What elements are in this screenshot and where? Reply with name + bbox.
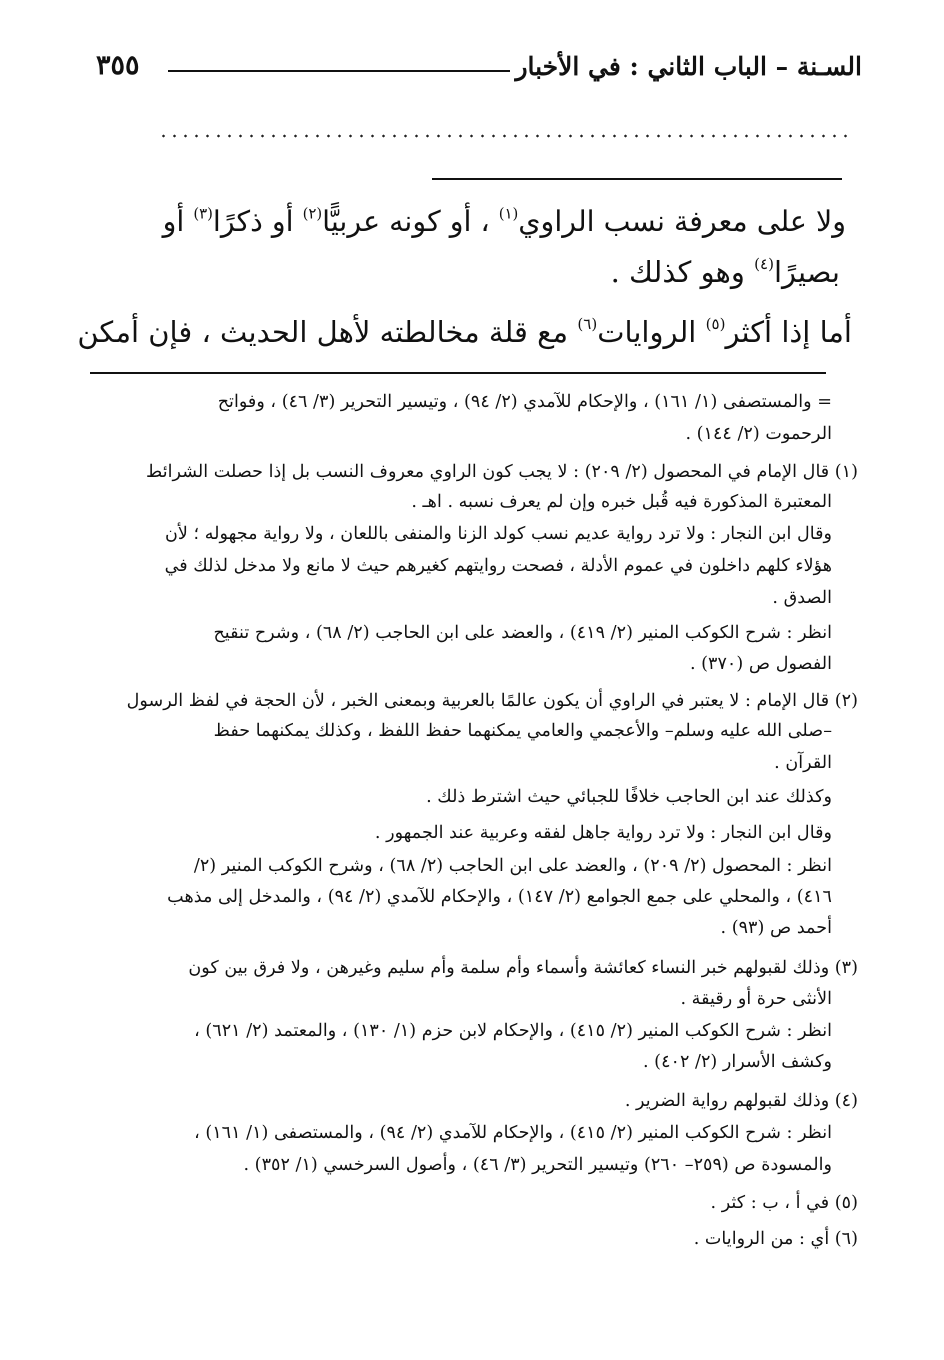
footnote-line: وقال ابن النجار : ولا ترد رواية جاهل لفقه وعربية عند الجمهور . <box>374 823 832 843</box>
footnote-line: والمسودة ص (٢٥٩– ٢٦٠) وتيسير التحرير (٣/ ٤٦) ، وأصول السرخسي (١/ ٣٥٢) . <box>243 1155 832 1175</box>
footnote-line: القرآن . <box>774 753 832 773</box>
main-text: بصيرًا <box>773 255 840 289</box>
main-text-line-1 <box>163 205 846 239</box>
main-text: أو <box>162 205 194 238</box>
footnote-line: انظر : شرح الكوكب المنير (٢/ ٤١٩) ، والعضد على ابن الحاجب (٢/ ٦٨) ، وشرح تنقيح <box>213 623 832 643</box>
main-text: ، أو كونه عربيًّا <box>322 205 499 238</box>
main-text: ولا على معرفة نسب الراوي <box>518 205 846 238</box>
footnote-line: انظر : شرح الكوكب المنير (٢/ ٤١٥) ، والإحكام لابن حزم (١/ ١٣٠) ، والمعتمد (٢/ ٦٢١) ، <box>194 1021 832 1041</box>
footnote-line: وقال ابن النجار : ولا ترد رواية عديم نسب كولد الزنا والمنفى باللعان ، ولا رواية مجهوله ؛ لأن <box>165 524 832 544</box>
footnote-line: (١) قال الإمام في المحصول (٢/ ٢٠٩) : لا يجب كون الراوي معروف النسب بل إذا حصلت الشرائط <box>146 462 858 482</box>
footnote-line: ٤١٦) ، والمحلي على جمع الجوامع (٢/ ١٤٧) ، والإحكام للآمدي (٢/ ٩٤) ، والمدخل إلى مذهب <box>167 887 832 907</box>
footnote-ref-2[interactable]: (٢) <box>302 205 323 223</box>
section-rule <box>432 178 842 180</box>
footnote-line: –صلى الله عليه وسلم– والأعجمي والعامي يمكنهما حفظ اللفظ ، وكذلك يمكنهما حفظ <box>213 721 832 741</box>
header-rule <box>168 70 510 72</box>
main-text: مع قلة مخالطته لأهل الحديث ، فإن أمكن <box>77 315 578 349</box>
footnote-line: (٦) أي : من الروايات . <box>693 1229 858 1249</box>
footnote-ref-5[interactable]: (٥) <box>705 315 726 334</box>
footnote-line: (٣) وذلك لقبولهم خبر النساء كعائشة وأسماء وأم سلمة وأم سليم وغيرهن ، ولا فرق بين كون <box>188 958 858 978</box>
footnote-line: انظر : شرح الكوكب المنير (٢/ ٤١٥) ، والإحكام للآمدي (٢/ ٩٤) ، والمستصفى (١/ ١٦١) ، <box>194 1123 832 1143</box>
footnote-line: انظر : المحصول (٢/ ٢٠٩) ، والعضد على ابن الحاجب (٢/ ٦٨) ، وشرح الكوكب المنير (٢/ <box>193 856 832 876</box>
footnote-line: هؤلاء كلهم داخلون في عموم الأدلة ، فصحت روايتهم كغيرهم حيث لا مانع ولا مدخل لذلك في <box>164 556 832 576</box>
footnote-line: (٢) قال الإمام : لا يعتبر في الراوي أن يكون عالمًا بالعربية وبمعنى الخبر ، لأن الحجة في لفظ الرسول <box>126 691 858 711</box>
main-text-line-2 <box>611 255 840 290</box>
ellipsis-separator <box>158 134 848 138</box>
main-text: الروايات <box>597 315 706 349</box>
footnote-line: وكشف الأسرار (٢/ ٤٠٢) . <box>643 1052 832 1072</box>
footnote-line: (٤) وذلك لقبولهم رواية الضرير . <box>624 1091 858 1111</box>
page-number: ٣٥٥ <box>96 50 140 81</box>
main-text: أما إذا أكثر <box>725 315 852 349</box>
footnote-separator-rule <box>90 372 826 374</box>
footnote-ref-3[interactable]: (٣) <box>193 205 213 223</box>
footnote-ref-1[interactable]: (١) <box>498 205 519 223</box>
main-text-line-3 <box>77 315 852 350</box>
footnote-line: الصدق . <box>772 588 832 608</box>
footnote-line: الأنثى حرة أو رقيقة . <box>680 989 832 1009</box>
main-text: وهو كذلك . <box>610 255 755 289</box>
footnote-line: أحمد ص (٩٣) . <box>720 918 832 938</box>
footnote-line: = والمستصفى (١/ ١٦١) ، والإحكام للآمدي (٢/ ٩٤) ، وتيسير التحرير (٣/ ٤٦) ، وفواتح <box>217 392 832 412</box>
footnote-ref-6[interactable]: (٦) <box>577 315 598 334</box>
main-text: أو ذكرًا <box>212 205 303 238</box>
footnote-line: المعتبرة المذكورة فيه قُبل خبره وإن لم يعرف نسبه . اهـ . <box>411 492 832 512</box>
footnote-line: الفصول ص (٣٧٠) . <box>689 654 832 674</box>
footnote-line: وكذلك عند ابن الحاجب خلافًا للجبائي حيث اشترط ذلك . <box>426 787 832 807</box>
running-title: السـنة – الباب الثاني : في الأخبار <box>515 52 862 81</box>
footnote-line: (٥) في أ ، ب : كثر . <box>710 1193 858 1213</box>
footnote-ref-4[interactable]: (٤) <box>754 255 774 274</box>
footnote-line: الرحموت (٢/ ١٤٤) . <box>685 424 832 444</box>
